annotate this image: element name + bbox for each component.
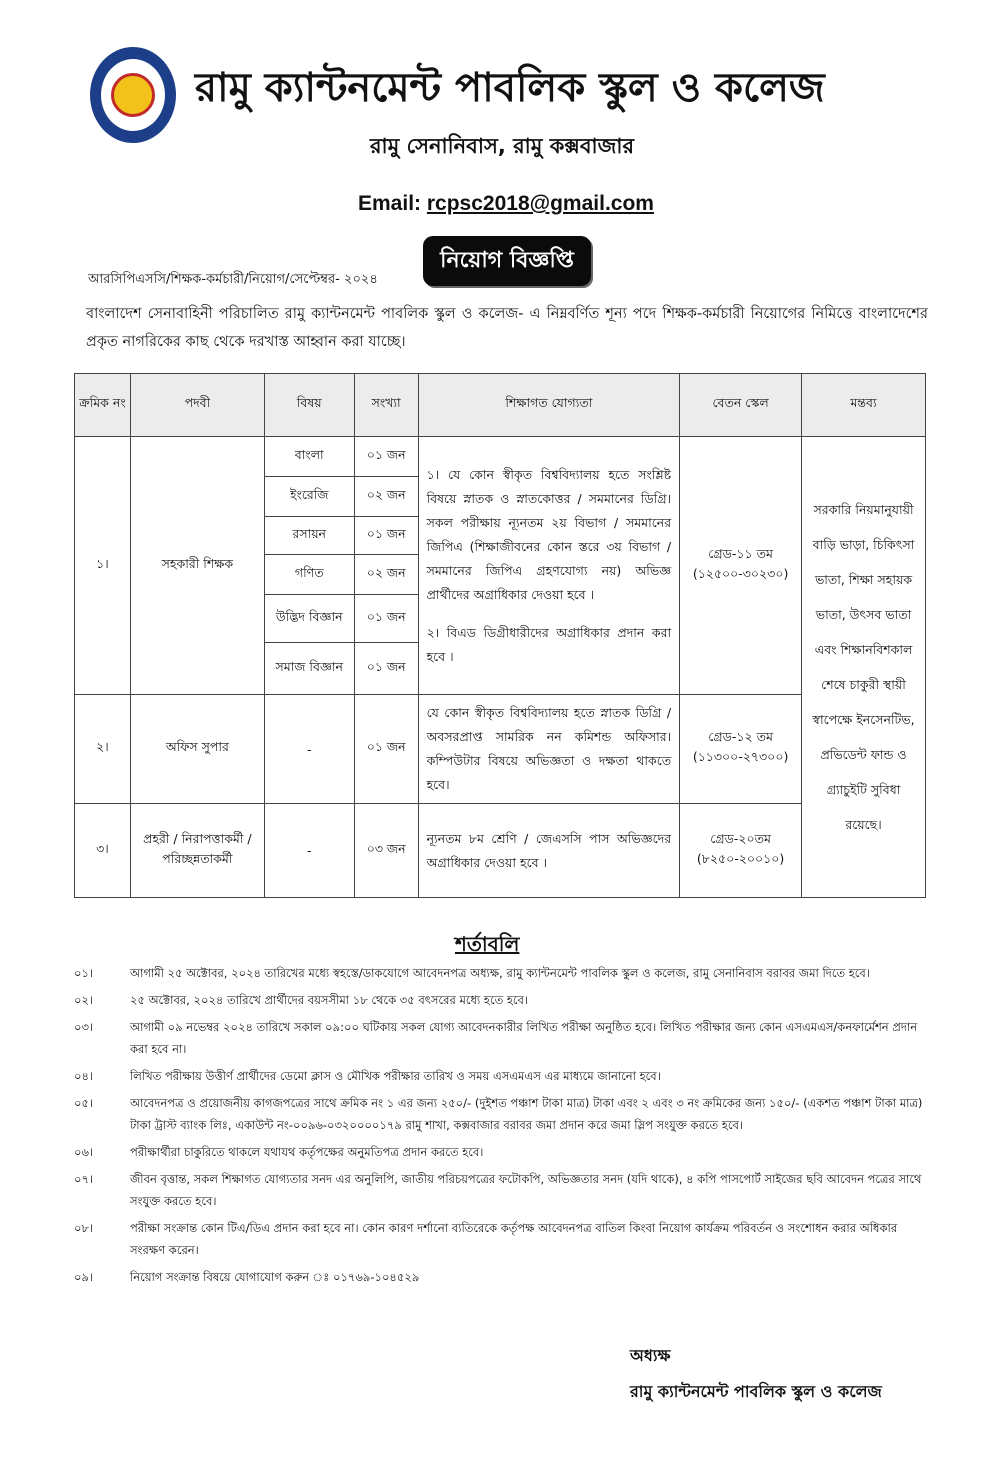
row1-subject-3: রসায়ন: [264, 517, 354, 555]
list-item: [74, 962, 924, 984]
row1-count-2: ০২ জন: [354, 477, 418, 517]
term-number: ০৮।: [74, 1221, 94, 1235]
term-text: নিয়োগ সংক্রান্ত বিষয়ে যোগাযোগ করুন ঃ ০১৭৬৯-১০৪৫২৯: [130, 1270, 420, 1284]
header-serial: ক্রমিক নং: [75, 374, 131, 437]
row2-count: ০১ জন: [354, 695, 418, 804]
terms-list: [74, 962, 924, 1293]
term-text: লিখিত পরীক্ষায় উত্তীর্ণ প্রার্থীদের ডেমো ক্লাস ও মৌখিক পরীক্ষার তারিখ ও সময় এসএমএস এর মাধ্যমে জানানো হবে।: [130, 1069, 661, 1083]
remarks-cell: সরকারি নিয়মানুযায়ী বাড়ি ভাড়া, চিকিৎসা ভাতা, শিক্ষা সহায়ক ভাতা, উৎসব ভাতা এবং শিক্ষানবিশকাল শেষে চাকুরী স্থায়ী স্বাপেক্ষে ইনসেনটিভ, প্রভিডেন্ট ফান্ড ও গ্র্যাচুইটি সুবিধা রয়েছে।: [802, 437, 926, 898]
intro-paragraph: বাংলাদেশ সেনাবাহিনী পরিচালিত রামু ক্যান্টনমেন্ট পাবলিক স্কুল ও কলেজ- এ নিম্নবর্ণিত শূন্য পদে শিক্ষক-কর্মচারী নিয়োগের নিমিত্তে বাংলাদেশের প্রকৃত নাগরিকের কাছ থেকে দরখাস্ত আহ্বান করা যাচ্ছে।: [86, 306, 928, 350]
signature-designation: অধ্যক্ষ: [630, 1346, 671, 1365]
row1-count-3: ০১ জন: [354, 517, 418, 555]
term-number: ০৬।: [74, 1145, 94, 1159]
reference-number: আরসিপিএসসি/শিক্ষক-কর্মচারী/নিয়োগ/সেপ্টেম্বর- ২০২৪: [88, 272, 378, 287]
row3-serial: ৩।: [75, 804, 131, 898]
list-item: [74, 1217, 924, 1261]
row2-salary: [680, 695, 802, 804]
row1-subject-6: সমাজ বিজ্ঞান: [264, 643, 354, 695]
row2-qualification: যে কোন স্বীকৃত বিশ্ববিদ্যালয় হতে স্নাতক ডিগ্রি / অবসরপ্রাপ্ত সামরিক নন কমিশন্ড অফিসার। কম্পিউটার বিষয়ে অভিজ্ঞতা ও দক্ষতা থাকতে হবে।: [418, 695, 680, 804]
row3-grade: গ্রেড-২০তম: [710, 830, 771, 846]
term-number: ০৩।: [74, 1020, 94, 1034]
email-label: Email:: [358, 192, 422, 215]
email-line: [358, 192, 654, 216]
signature-block: [630, 1338, 882, 1410]
list-item: [74, 989, 924, 1011]
term-number: ০৪।: [74, 1069, 94, 1083]
table-row: [75, 695, 926, 804]
header-qualification: শিক্ষাগত যোগ্যতা: [418, 374, 680, 437]
row1-scale: (১২৫০০-৩০২৩০): [692, 565, 789, 581]
term-number: ০৫।: [74, 1096, 94, 1110]
header-count: সংখ্যা: [354, 374, 418, 437]
institution-address: রামু সেনানিবাস, রামু কক্সবাজার: [370, 134, 635, 158]
term-number: ০৭।: [74, 1172, 94, 1186]
signature-institution: রামু ক্যান্টনমেন্ট পাবলিক স্কুল ও কলেজ: [630, 1382, 882, 1401]
list-item: [74, 1141, 924, 1163]
terms-title: শর্তাবলি: [455, 932, 520, 956]
institution-title: রামু ক্যান্টনমেন্ট পাবলিক স্কুল ও কলেজ: [195, 65, 825, 111]
row3-subject: -: [264, 804, 354, 898]
term-number: ০২।: [74, 993, 94, 1007]
row1-count-1: ০১ জন: [354, 437, 418, 477]
term-number: ০১।: [74, 966, 94, 980]
header-subject: বিষয়: [264, 374, 354, 437]
row1-count-6: ০১ জন: [354, 643, 418, 695]
term-text: জীবন বৃত্তান্ত, সকল শিক্ষাগত যোগ্যতার সনদ এর অনুলিপি, জাতীয় পরিচয়পত্রের ফটোকপি, অভিজ্ঞতার সনদ (যদি থাকে), ৪ কপি পাসপোর্ট সাইজের ছবি আবেদন পত্রের সাথে সংযুক্ত করতে হবে।: [130, 1172, 922, 1208]
row1-serial: ১।: [75, 437, 131, 695]
list-item: [74, 1065, 924, 1087]
row3-count: ০৩ জন: [354, 804, 418, 898]
list-item: [74, 1168, 924, 1212]
row3-salary: [680, 804, 802, 898]
row1-qualification-1: ১। যে কোন স্বীকৃত বিশ্ববিদ্যালয় হতে সংশ্লিষ্ট বিষয়ে স্নাতক ও স্নাতকোত্তর / সমমানের ডিগ্রি। সকল পরীক্ষায় ন্যূনতম ২য় বিভাগ / সমমানের জিপিএ (শিক্ষাজীবনের কোন স্তরে ৩য় বিভাগ / সমমানের জিপিএ গ্রহণযোগ্য নয়) অভিজ্ঞ প্রার্থীদের অগ্রাধিকার দেওয়া হবে ।: [426, 466, 672, 602]
list-item: [74, 1092, 924, 1136]
row1-count-4: ০২ জন: [354, 555, 418, 595]
email-link[interactable]: rcpsc2018@gmail.com: [426, 192, 654, 215]
notice-badge: নিয়োগ বিজ্ঞপ্তি: [423, 236, 591, 286]
row1-subject-4: গণিত: [264, 555, 354, 595]
row2-subject: -: [264, 695, 354, 804]
table-row: [75, 437, 926, 477]
term-text: আবেদনপত্র ও প্রয়োজনীয় কাগজপত্রের সাথে ক্রমিক নং ১ এর জন্য ২৫০/- (দুইশত পঞ্চাশ টাকা মাত্র) টাকা এবং ২ এবং ৩ নং ক্রমিকের জন্য ১৫০/- (একশত পঞ্চাশ টাকা মাত্র) টাকা ট্রাস্ট ব্যাংক লিঃ, একাউন্ট নং-০০৯৬-০৩২০০০০১৭৯ রামু শাখা, কক্সবাজার বরাবর জমা প্রদান করে জমা স্লিপ সংযুক্ত করতে হবে।: [130, 1096, 923, 1132]
row1-grade: গ্রেড-১১ তম: [708, 545, 773, 561]
table-row: [75, 804, 926, 898]
header-post: পদবী: [130, 374, 264, 437]
header-remarks: মন্তব্য: [802, 374, 926, 437]
term-text: আগামী ০৯ নভেম্বর ২০২৪ তারিখে সকাল ০৯:০০ ঘটিকায় সকল যোগ্য আবেদনকারীর লিখিত পরীক্ষা অনুষ্ঠিত হবে। লিখিত পরীক্ষার জন্য কোন এসএমএস/কনফার্মেশন প্রদান করা হবে না।: [130, 1020, 918, 1056]
row3-post: প্রহরী / নিরাপত্তাকর্মী / পরিচ্ছন্নতাকর্মী: [130, 804, 264, 898]
row1-qualification: [418, 437, 680, 695]
row2-serial: ২।: [75, 695, 131, 804]
row1-salary: [680, 437, 802, 695]
row3-qualification: ন্যূনতম ৮ম শ্রেণি / জেএসসি পাস অভিজ্ঞদের অগ্রাধিকার দেওয়া হবে ।: [418, 804, 680, 898]
row1-subject-5: উদ্ভিদ বিজ্ঞান: [264, 595, 354, 643]
row2-post: অফিস সুপার: [130, 695, 264, 804]
table-header-row: [75, 374, 926, 437]
term-text: পরীক্ষা সংক্রান্ত কোন টিএ/ডিএ প্রদান করা হবে না। কোন কারণ দর্শানো ব্যতিরেকে কর্তৃপক্ষ আবেদনপত্র বাতিল কিংবা নিয়োগ কার্যক্রম পরিবর্তন ও সংশোধন করার অধিকার সংরক্ষণ করেন।: [130, 1221, 898, 1257]
crest-inner-ring: [101, 59, 165, 131]
crest-emblem-icon: [111, 73, 155, 117]
term-number: ০৯।: [74, 1270, 94, 1284]
row1-qualification-2: ২। বিএড ডিগ্রীধারীদের অগ্রাধিকার প্রদান করা হবে ।: [426, 624, 672, 664]
term-text: ২৫ অক্টোবর, ২০২৪ তারিখে প্রার্থীদের বয়সসীমা ১৮ থেকে ৩৫ বৎসরের মধ্যে হতে হবে।: [130, 993, 529, 1007]
header-salary: বেতন স্কেল: [680, 374, 802, 437]
list-item: [74, 1266, 924, 1288]
row2-grade: গ্রেড-১২ তম: [708, 729, 773, 744]
term-text: আগামী ২৫ অক্টোবর, ২০২৪ তারিখের মধ্যে স্বহস্তে/ডাকযোগে আবেদনপত্র অধ্যক্ষ, রামু ক্যান্টনমেন্ট পাবলিক স্কুল ও কলেজ, রামু সেনানিবাস বরাবর জমা দিতে হবে।: [130, 966, 870, 980]
row1-post: সহকারী শিক্ষক: [130, 437, 264, 695]
vacancy-table: [74, 373, 926, 898]
term-text: পরীক্ষার্থীরা চাকুরিতে থাকলে যথাযথ কর্তৃপক্ষের অনুমতিপত্র প্রদান করতে হবে।: [130, 1145, 484, 1159]
school-crest-logo: [90, 47, 176, 143]
row3-scale: (৮২৫০-২০০১০): [696, 850, 785, 866]
row1-count-5: ০১ জন: [354, 595, 418, 643]
row1-subject-1: বাংলা: [264, 437, 354, 477]
row2-scale: (১১৩০০-২৭৩০০): [692, 749, 789, 764]
row1-subject-2: ইংরেজি: [264, 477, 354, 517]
list-item: [74, 1016, 924, 1060]
